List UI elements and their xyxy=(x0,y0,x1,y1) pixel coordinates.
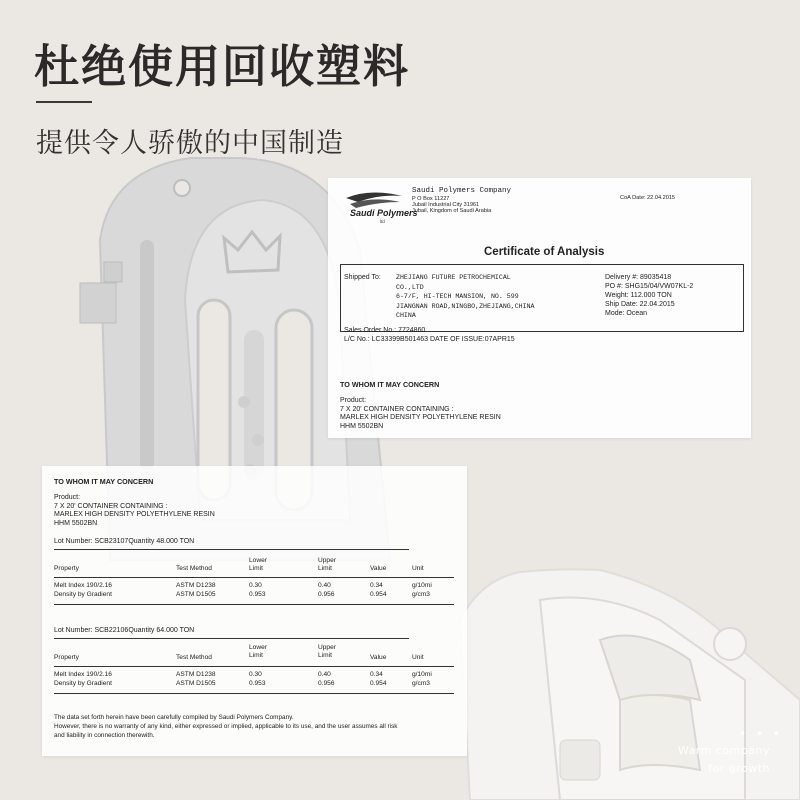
cell-value: 0.34 xyxy=(370,582,383,589)
header-property: Property xyxy=(54,565,79,572)
analysis-concern-heading: TO WHOM IT MAY CONCERN xyxy=(54,477,154,486)
logo-text: Saudi Polymers xyxy=(350,208,418,218)
header-lower-line: Limit xyxy=(249,565,263,572)
table-row xyxy=(54,680,112,688)
product-line: 7 X 20' CONTAINER CONTAINING : xyxy=(54,502,168,510)
sales-order: Sales Order No.: 7724860 xyxy=(344,327,426,334)
company-po-box: P O Box 11227 xyxy=(412,196,450,202)
delivery-line: PO #: SHG15/04/VW07KL-2 xyxy=(605,283,694,290)
logo-suffix: ltd xyxy=(380,219,385,224)
header-lower-line: Lower xyxy=(249,557,267,564)
cell-lower: 0.30 xyxy=(249,671,262,678)
analysis-product-block xyxy=(54,494,215,528)
disclaimer-line: However, there is no warranty of any kind, either expressed or implied, applicable to its use, and the user assumes all risk xyxy=(54,723,398,730)
cell-upper: 0.956 xyxy=(318,680,335,687)
delivery-info xyxy=(605,273,693,318)
shipped-to-address xyxy=(396,273,535,321)
cell-lower: 0.953 xyxy=(249,680,266,687)
table-divider xyxy=(54,638,409,639)
table-divider xyxy=(54,666,454,667)
disclaimer-line: The data set forth herein have been carefully compiled by Saudi Polymers Company. xyxy=(54,714,294,721)
delivery-line: Mode: Ocean xyxy=(605,310,648,317)
coa-date: CoA Date: 22.04.2015 xyxy=(620,195,676,201)
header-method: Test Method xyxy=(176,565,212,572)
lot-line: Lot Number: SCB23107Quantity 48.000 TON xyxy=(54,538,195,545)
address-line: JIANGNAN ROAD,NINGBO,ZHEJIANG,CHINA xyxy=(396,302,535,310)
shipment-box xyxy=(340,264,744,332)
certificate-document xyxy=(328,178,751,438)
cell-upper: 0.40 xyxy=(318,582,331,589)
product-line: HHM 5502BN xyxy=(54,519,98,527)
table-divider xyxy=(54,549,409,550)
cell-upper: 0.956 xyxy=(318,591,335,598)
delivery-line: Delivery #: 89035418 xyxy=(605,274,672,281)
header-unit: Unit xyxy=(412,654,424,661)
certificate-title: Certificate of Analysis xyxy=(484,246,605,258)
cell-upper: 0.40 xyxy=(318,671,331,678)
delivery-line: Weight: 112.000 TON xyxy=(605,292,672,299)
product-line: HHM 5502BN xyxy=(340,422,384,430)
lot-line: Lot Number: SCB22106Quantity 64.000 TON xyxy=(54,627,195,634)
product-block xyxy=(340,397,501,431)
headline-divider xyxy=(36,101,92,103)
lc-number: L/C No.: LC33399B501463 DATE OF ISSUE:07APR15 xyxy=(344,336,515,343)
address-line: CO.,LTD xyxy=(396,283,424,291)
cell-unit: g/cm3 xyxy=(412,680,430,687)
header-unit: Unit xyxy=(412,565,424,572)
header-value: Value xyxy=(370,654,387,661)
decorative-dots: • • • xyxy=(739,727,783,741)
cell-unit: g/cm3 xyxy=(412,591,430,598)
address-line: ZHEJIANG FUTURE PETROCHEMICAL xyxy=(396,274,511,281)
cell-lower: 0.30 xyxy=(249,582,262,589)
header-lower xyxy=(249,557,267,573)
header-upper-line: Upper xyxy=(318,557,336,564)
cell-unit: g/10mi xyxy=(412,582,432,589)
table-divider xyxy=(54,577,454,578)
cell-value: 0.954 xyxy=(370,680,387,687)
cell-unit: g/10mi xyxy=(412,671,432,678)
address-line: 6-7/F, HI-TECH MANSION, NO. 599 xyxy=(396,293,519,300)
cell-lower: 0.953 xyxy=(249,591,266,598)
header-lower xyxy=(249,644,267,660)
header-property: Property xyxy=(54,654,79,661)
product-line: Product: xyxy=(54,494,81,501)
cell-method: ASTM D1505 xyxy=(176,680,216,687)
header-value: Value xyxy=(370,565,387,572)
table-row xyxy=(54,591,112,599)
cell-method: ASTM D1238 xyxy=(176,582,216,589)
header-upper-line: Limit xyxy=(318,565,332,572)
cell-method: ASTM D1505 xyxy=(176,591,216,598)
product-line: Product: xyxy=(340,397,367,404)
header-upper xyxy=(318,644,336,660)
tagline xyxy=(678,742,770,778)
table-row xyxy=(54,582,112,590)
product-line: MARLEX HIGH DENSITY POLYETHYLENE RESIN xyxy=(340,414,501,421)
disclaimer-line: and liability in connection therewith. xyxy=(54,732,155,739)
cell-property: Melt Index 190/2.16 xyxy=(54,582,112,589)
cell-property: Density by Gradient xyxy=(54,591,112,598)
address-line: CHINA xyxy=(396,312,416,319)
delivery-line: Ship Date: 22.04.2015 xyxy=(605,301,675,308)
product-line: 7 X 20' CONTAINER CONTAINING : xyxy=(340,405,454,413)
table-divider xyxy=(54,693,454,694)
analysis-document xyxy=(42,466,467,756)
header-upper-line: Upper xyxy=(318,644,336,651)
cell-property: Density by Gradient xyxy=(54,680,112,687)
headline: 杜绝使用回收塑料 xyxy=(34,40,411,93)
company-country: Jubail, Kingdom of Saudi Arabia xyxy=(412,208,492,214)
concern-heading: TO WHOM IT MAY CONCERN xyxy=(340,380,440,389)
company-city: Jubail Industrial City 31961 xyxy=(412,202,480,208)
cell-value: 0.34 xyxy=(370,671,383,678)
table-divider xyxy=(54,604,454,605)
subheadline: 提供令人骄傲的中国制造 xyxy=(36,128,344,159)
cell-property: Melt Index 190/2.16 xyxy=(54,671,112,678)
company-name: Saudi Polymers Company xyxy=(412,187,512,195)
header-method: Test Method xyxy=(176,654,212,661)
shipped-to-label: Shipped To: xyxy=(344,274,381,281)
product-line: MARLEX HIGH DENSITY POLYETHYLENE RESIN xyxy=(54,511,215,518)
disclaimer xyxy=(54,713,398,740)
tagline-line: Warm company xyxy=(677,744,770,757)
header-lower-line: Limit xyxy=(249,652,263,659)
cell-value: 0.954 xyxy=(370,591,387,598)
tagline-line: for growth xyxy=(708,762,770,775)
header-upper xyxy=(318,557,336,573)
table-row xyxy=(54,671,112,679)
header-upper-line: Limit xyxy=(318,652,332,659)
cell-method: ASTM D1238 xyxy=(176,671,216,678)
header-lower-line: Lower xyxy=(249,644,267,651)
